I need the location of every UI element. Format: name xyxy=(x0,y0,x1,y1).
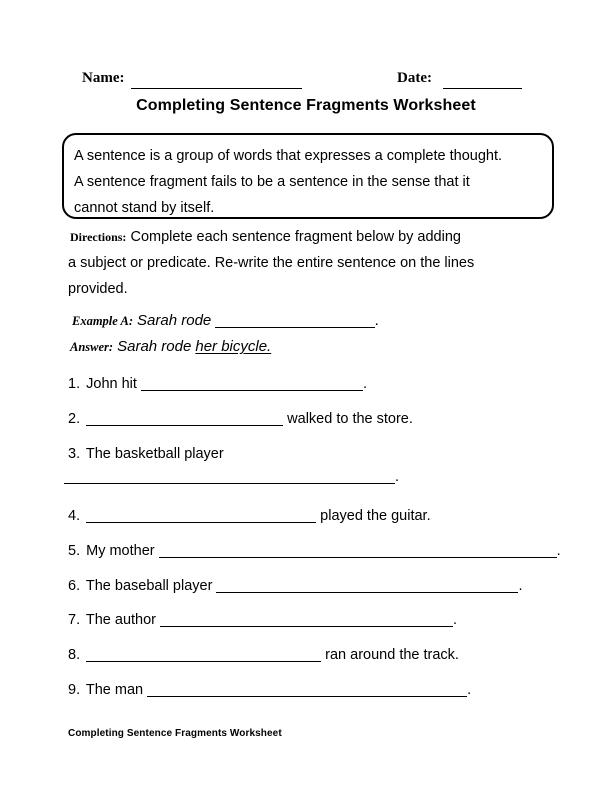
item-8-blank[interactable] xyxy=(86,647,321,662)
answer-text: Sarah rode xyxy=(117,338,192,355)
page-title: Completing Sentence Fragments Worksheet xyxy=(136,97,476,114)
item-text: The baseball player xyxy=(85,578,213,594)
item-row-5 xyxy=(68,543,561,563)
item-period: . xyxy=(362,376,367,392)
item-3-blank[interactable] xyxy=(64,469,395,484)
name-blank[interactable] xyxy=(131,72,302,89)
item-row-7 xyxy=(68,612,457,632)
item-7-blank[interactable] xyxy=(160,612,453,627)
item-text: The author xyxy=(85,612,157,628)
directions-label: Directions: xyxy=(70,230,127,244)
item-number: 7. xyxy=(68,612,81,628)
item-period: . xyxy=(518,578,523,594)
item-row-2 xyxy=(68,411,413,431)
footer-title: Completing Sentence Fragments Worksheet xyxy=(68,728,282,739)
item-5-blank[interactable] xyxy=(159,543,557,558)
item-text: My mother xyxy=(86,543,155,559)
definition-line: cannot stand by itself. xyxy=(74,200,215,216)
definition-line: A sentence is a group of words that expresses a complete thought. xyxy=(74,148,503,164)
item-1-blank[interactable] xyxy=(141,376,363,391)
directions-text: a subject or predicate. Re-write the entire sentence on the lines xyxy=(68,255,475,271)
example-period: . xyxy=(375,312,380,329)
example-label: Example A: xyxy=(72,314,133,328)
item-2-blank[interactable] xyxy=(86,411,283,426)
item-period: . xyxy=(556,543,561,559)
item-number: 9. xyxy=(68,682,81,698)
item-row-4 xyxy=(68,508,431,528)
item-period: . xyxy=(453,612,458,628)
item-6-blank[interactable] xyxy=(216,578,518,593)
directions-text: Complete each sentence fragment below by adding xyxy=(130,229,461,245)
answer-underlined-text: her bicycle. xyxy=(195,338,272,355)
item-number: 6. xyxy=(68,578,81,594)
item-number: 8. xyxy=(68,647,81,663)
item-number: 3. xyxy=(68,446,81,462)
item-9-blank[interactable] xyxy=(147,682,467,697)
directions-text: provided. xyxy=(68,281,128,297)
answer-label: Answer: xyxy=(70,340,114,354)
item-number: 1. xyxy=(68,376,81,392)
example-blank[interactable] xyxy=(215,313,375,328)
item-text: The basketball player xyxy=(85,446,224,462)
item-row-3-continued xyxy=(64,469,399,489)
example-row xyxy=(72,312,379,332)
item-period: . xyxy=(395,469,400,485)
item-row-1 xyxy=(68,376,367,396)
item-text: played the guitar. xyxy=(320,508,431,524)
answer-row xyxy=(70,338,271,358)
item-row-9 xyxy=(68,682,471,702)
item-row-6 xyxy=(68,578,523,598)
name-label: Name: xyxy=(82,70,125,86)
date-blank[interactable] xyxy=(443,72,522,89)
item-text: ran around the track. xyxy=(325,647,459,663)
example-text: Sarah rode xyxy=(137,312,212,329)
item-period: . xyxy=(467,682,472,698)
item-row-8 xyxy=(68,647,459,667)
item-text: walked to the store. xyxy=(287,411,413,427)
item-row-3 xyxy=(68,446,224,466)
item-number: 5. xyxy=(68,543,81,559)
item-number: 2. xyxy=(68,411,81,427)
item-number: 4. xyxy=(68,508,81,524)
date-label: Date: xyxy=(397,70,432,86)
definition-box xyxy=(62,133,554,219)
item-text: The man xyxy=(85,682,144,698)
directions-row xyxy=(70,229,461,249)
item-4-blank[interactable] xyxy=(86,508,316,523)
definition-line: A sentence fragment fails to be a sentence in the sense that it xyxy=(74,174,470,190)
item-text: John hit xyxy=(86,376,137,392)
